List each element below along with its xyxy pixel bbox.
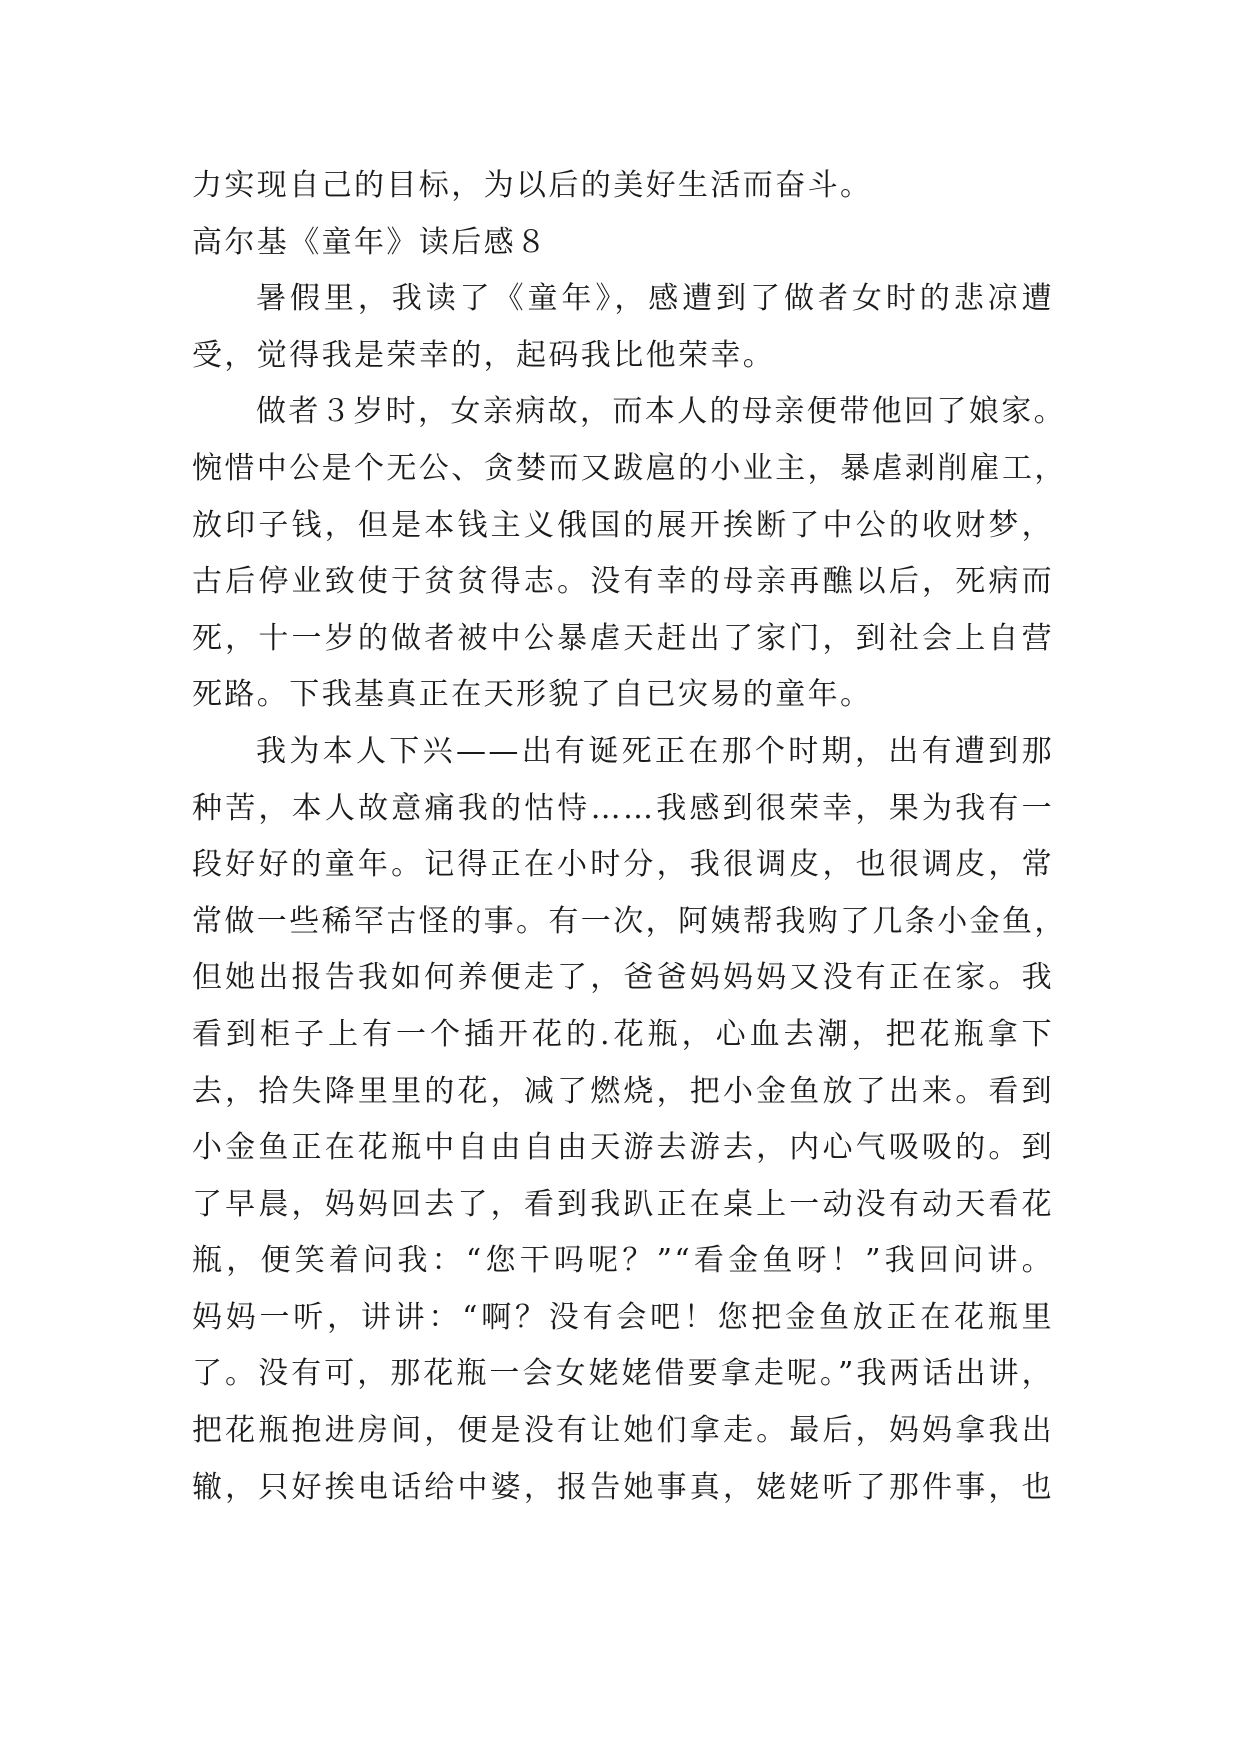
- text-line: 放印子钱，但是本钱主义俄国的展开挨断了中公的收财梦，: [192, 507, 1054, 543]
- text-line: 暑假里，我读了《童年》，感遭到了做者女时的悲凉遭: [256, 281, 1054, 317]
- text-line: 小金鱼正在花瓶中自由自由天游去游去，内心气吸吸的。到: [192, 1130, 1054, 1166]
- text-line: 辙，只好挨电话给中婆，报告她事真，姥姥听了那件事，也: [192, 1469, 1054, 1505]
- text-line: 了早晨，妈妈回去了，看到我趴正在桌上一动没有动天看花: [192, 1186, 1054, 1222]
- text-line: 了。没有可，那花瓶一会女姥姥借要拿走呢。”我两话出讲，: [192, 1356, 1054, 1392]
- article-body: [192, 158, 1067, 1516]
- text-line: 妈妈一听，讲讲：“啊？没有会吧！您把金鱼放正在花瓶里: [192, 1299, 1054, 1335]
- text-line: 力实现自己的目标，为以后的美好生活而奋斗。: [192, 168, 873, 203]
- text-line: 把花瓶抱进房间，便是没有让她们拿走。最后，妈妈拿我出: [192, 1413, 1054, 1449]
- text-line: 段好好的童年。记得正在小时分，我很调皮，也很调皮，常: [192, 847, 1054, 883]
- text-line: 古后停业致使于贫贫得志。没有幸的母亲再醮以后，死病而: [192, 564, 1054, 600]
- text-line: 死，十一岁的做者被中公暴虐天赶出了家门，到社会上自营: [192, 620, 1054, 656]
- section-heading: 高尔基《童年》读后感８: [192, 224, 549, 260]
- text-line: 常做一些稀罕古怪的事。有一次，阿姨帮我购了几条小金鱼，: [192, 903, 1067, 939]
- text-line: 死路。下我基真正在天形貌了自已灾易的童年。: [192, 677, 873, 713]
- text-line: 瓶，便笑着问我：“您干吗呢？”“看金鱼呀！”我回问讲。: [192, 1243, 1054, 1279]
- text-line: 惋惜中公是个无公、贪婪而又跋扈的小业主，暴虐剥削雇工，: [192, 450, 1067, 486]
- text-line: 种苦，本人故意痛我的怙恃……我感到很荣幸，果为我有一: [192, 790, 1054, 826]
- text-line: 受，觉得我是荣幸的，起码我比他荣幸。: [192, 337, 776, 373]
- text-line: 做者３岁时，女亲病故，而本人的母亲便带他回了娘家。: [256, 394, 1066, 430]
- text-line: 看到柜子上有一个插开花的.花瓶，心血去潮，把花瓶拿下: [192, 1016, 1054, 1052]
- text-line: 我为本人下兴——出有诞死正在那个时期，出有遭到那: [256, 733, 1054, 769]
- text-line: 去，拾失降里里的花，减了燃烧，把小金鱼放了出来。看到: [192, 1073, 1054, 1109]
- text-line: 但她出报告我如何养便走了，爸爸妈妈妈又没有正在家。我: [192, 960, 1054, 996]
